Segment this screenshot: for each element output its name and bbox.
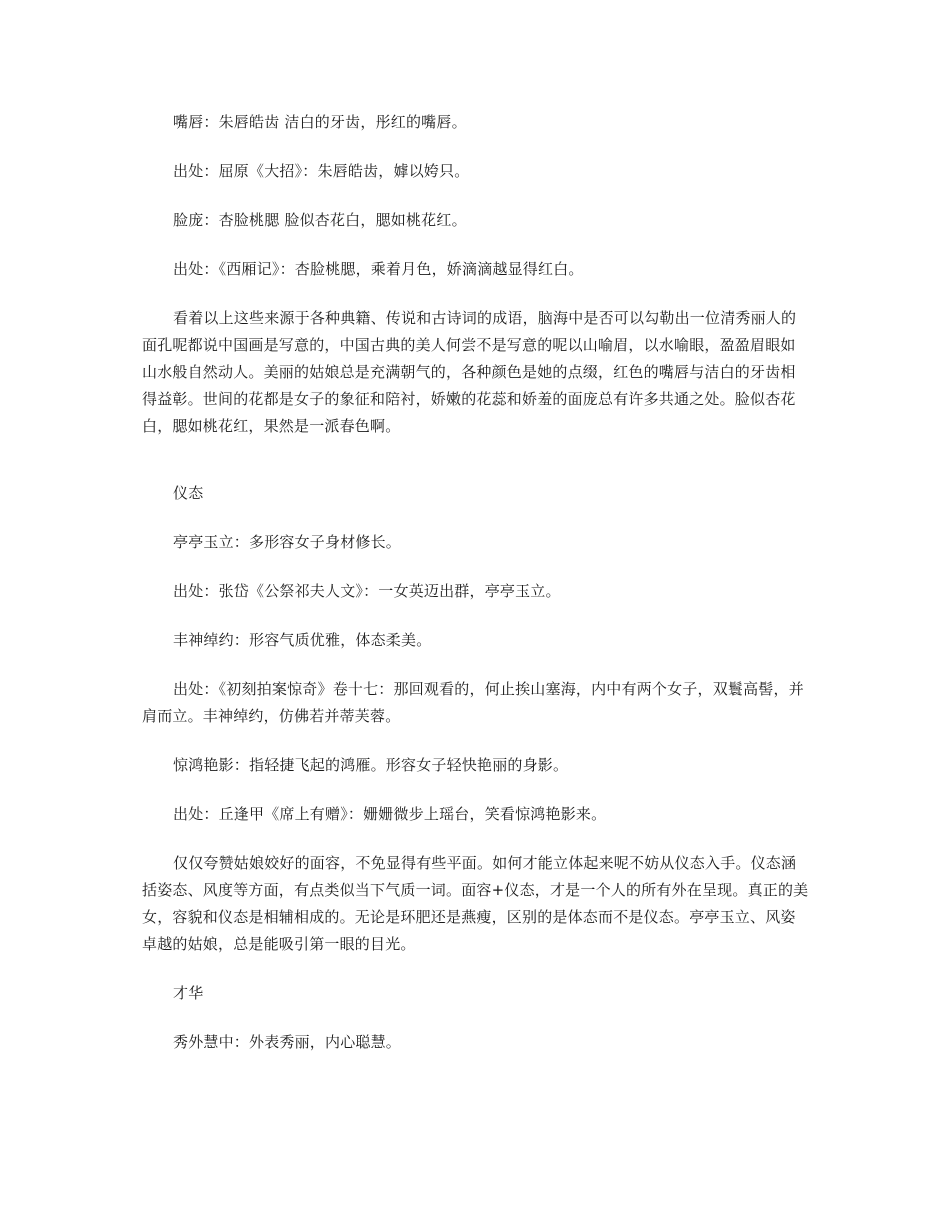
paragraph-face-source: 出处：《西厢记》：杏脸桃腮，乘着月色，娇滴滴越显得红白。 (173, 260, 584, 278)
paragraph-appearance-commentary: 看着以上这些来源于各种典籍、传说和古诗词的成语，脑海中是否可以勾勒出一位清秀丽人的面孔呢都说中国画是写意的，中国古典的美人何尝不是写意的呢以山喻眉，以水喻眼，盈盈眉眼如山水般自然动人。美丽的姑娘总是充满朝气的，各种颜色是她的点缀，红色的嘴唇与洁白的牙齿相得益彰。世间的花都是女子的象征和陪衬，娇嫩的花蕊和娇羞的面庞总有许多共通之处。脸似杏花白，腮如桃花红，果然是一派春色啊。 (142, 309, 797, 435)
paragraph-jinghong-yanying-source: 出处：丘逢甲《席上有赠》：姗姗微步上瑶台，笑看惊鸿艳影来。 (173, 805, 607, 823)
paragraph-face: 脸庞：杏脸桃腮 脸似杏花白，腮如桃花红。 (173, 211, 467, 229)
paragraph-tingting-yuli-source: 出处：张岱《公祭祁夫人文》：一女英迈出群，亭亭玉立。 (173, 582, 561, 600)
paragraph-xiuwai-huizhong: 秀外慧中：外表秀丽，内心聪慧。 (173, 1033, 402, 1051)
section-heading-talent: 才华 (173, 984, 204, 1002)
document-body (142, 109, 810, 1056)
paragraph-tingting-yuli: 亭亭玉立：多形容女子身材修长。 (173, 533, 402, 551)
paragraph-demeanor-commentary: 仅仅夸赞姑娘姣好的面容，不免显得有些平面。如何才能立体起来呢不妨从仪态入手。仪态涵括姿态、风度等方面，有点类似当下气质一词。面容+仪态，才是一个人的所有外在呈现。真正的美女，容貌和仪态是相辅相成的。无论是环肥还是燕瘦，区别的是体态而不是仪态。亭亭玉立、风姿卓越的姑娘，总是能吸引第一眼的目光。 (142, 854, 809, 953)
paragraph-lips-source: 出处：屈原《大招》：朱唇皓齿，嫭以姱只。 (173, 162, 470, 180)
paragraph-lips: 嘴唇：朱唇皓齿 洁白的牙齿，彤红的嘴唇。 (173, 113, 467, 131)
paragraph-fengshen-chuoyue: 丰神绰约：形容气质优雅，体态柔美。 (173, 631, 432, 649)
section-heading-demeanor: 仪态 (173, 484, 204, 502)
paragraph-fengshen-chuoyue-source: 出处：《初刻拍案惊奇》卷十七：那回观看的，何止挨山塞海，内中有两个女子，双鬟高髻，并肩而立。丰神绰约，仿佛若并蒂芙蓉。 (142, 680, 804, 725)
paragraph-jinghong-yanying: 惊鸿艳影：指轻捷飞起的鸿雁。形容女子轻快艳丽的身影。 (173, 756, 569, 774)
